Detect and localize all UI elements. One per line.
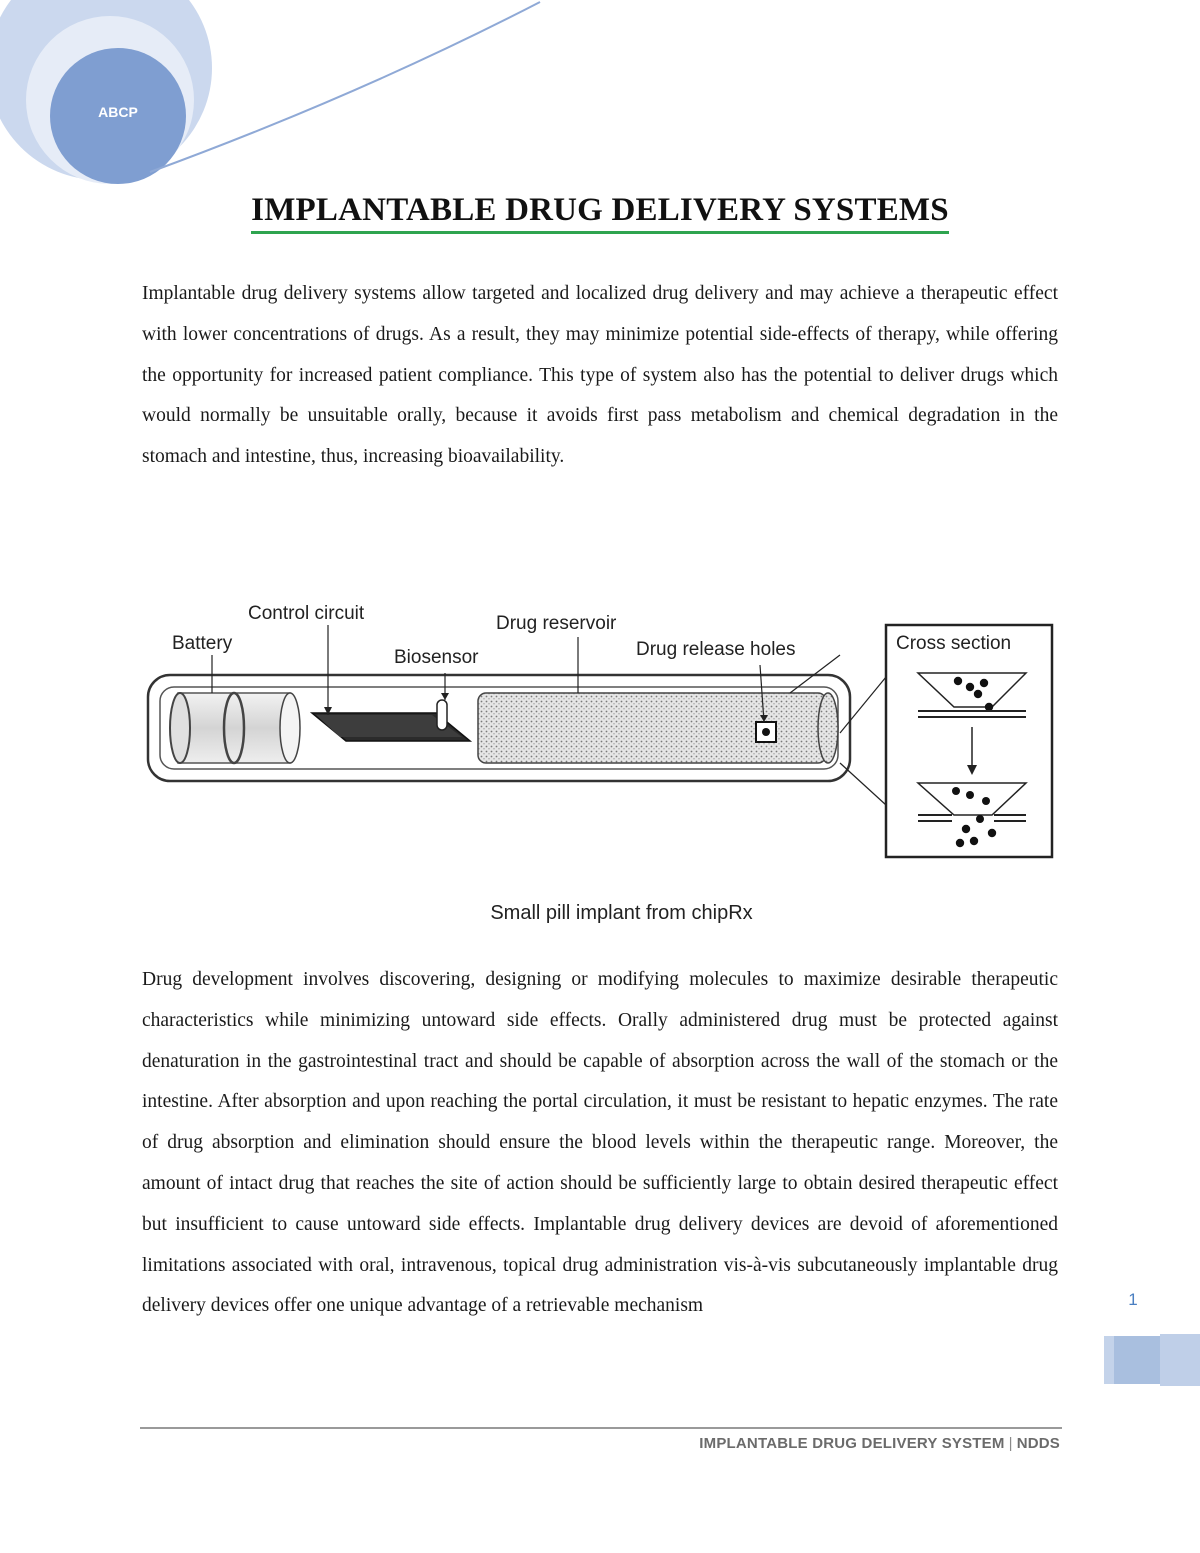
- label-drug-release-holes: Drug release holes: [636, 639, 796, 660]
- intro-paragraph: Implantable drug delivery systems allow targeted and localized drug delivery and may achieve a therapeutic effect with lower concentrations of drugs. As a result, they may minimize potential side-effects of therapy, while offering the opportunity for increased patient compliance. This type of system also has the potential to deliver drugs which would normally be unsuitable orally, because it avoids first pass metabolism and chemical degradation in the stomach and intestine, thus, increasing bioavailability.: [142, 283, 1058, 468]
- label-control-circuit: Control circuit: [248, 603, 365, 624]
- biosensor-shape: [437, 700, 447, 730]
- development-paragraph: Drug development involves discovering, designing or modifying molecules to maximize desirable therapeutic characteristics while minimizing untoward side effects. Orally administered drug must be protected against denaturation in the gastrointestinal tract and should be capable of absorption across the wall of the stomach or the intestine. After absorption and upon reaching the portal circulation, it must be resistant to hepatic enzymes. The rate of drug absorption and elimination should ensure the blood levels within the therapeutic range. Moreover, the amount of intact drug that reaches the site of action should be sufficiently large to obtain desired therapeutic effect but insufficient to cause untoward side effects. Implantable drug delivery devices are devoid of aforementioned limitations associated with oral, intravenous, topical drug administration vis-à-vis subcutaneously implantable drug delivery devices offer one unique advantage of a retrievable mechanism: [142, 969, 1058, 1317]
- footer-course: NDDS: [1016, 1435, 1060, 1452]
- footer-separator: |: [1008, 1435, 1013, 1452]
- battery-shape: [170, 693, 300, 763]
- label-drug-reservoir: Drug reservoir: [496, 613, 617, 634]
- header-decoration: [0, 0, 560, 210]
- footer-doc-title: IMPLANTABLE DRUG DELIVERY SYSTEM: [699, 1435, 1005, 1452]
- label-battery: Battery: [172, 633, 233, 654]
- figure-caption: Small pill implant from chipRx: [490, 902, 753, 924]
- page-tab-decoration: [1100, 1334, 1200, 1386]
- cross-section-box: [886, 625, 1052, 857]
- footer: [560, 1435, 1060, 1452]
- logo-text: ABCP: [98, 104, 138, 120]
- page-title: IMPLANTABLE DRUG DELIVERY SYSTEMS: [0, 192, 1200, 234]
- page-number: 1: [1128, 1290, 1138, 1309]
- label-cross-section: Cross section: [896, 633, 1012, 654]
- implant-diagram: [140, 595, 1060, 865]
- label-biosensor: Biosensor: [394, 647, 479, 668]
- footer-rule: [140, 1427, 1062, 1429]
